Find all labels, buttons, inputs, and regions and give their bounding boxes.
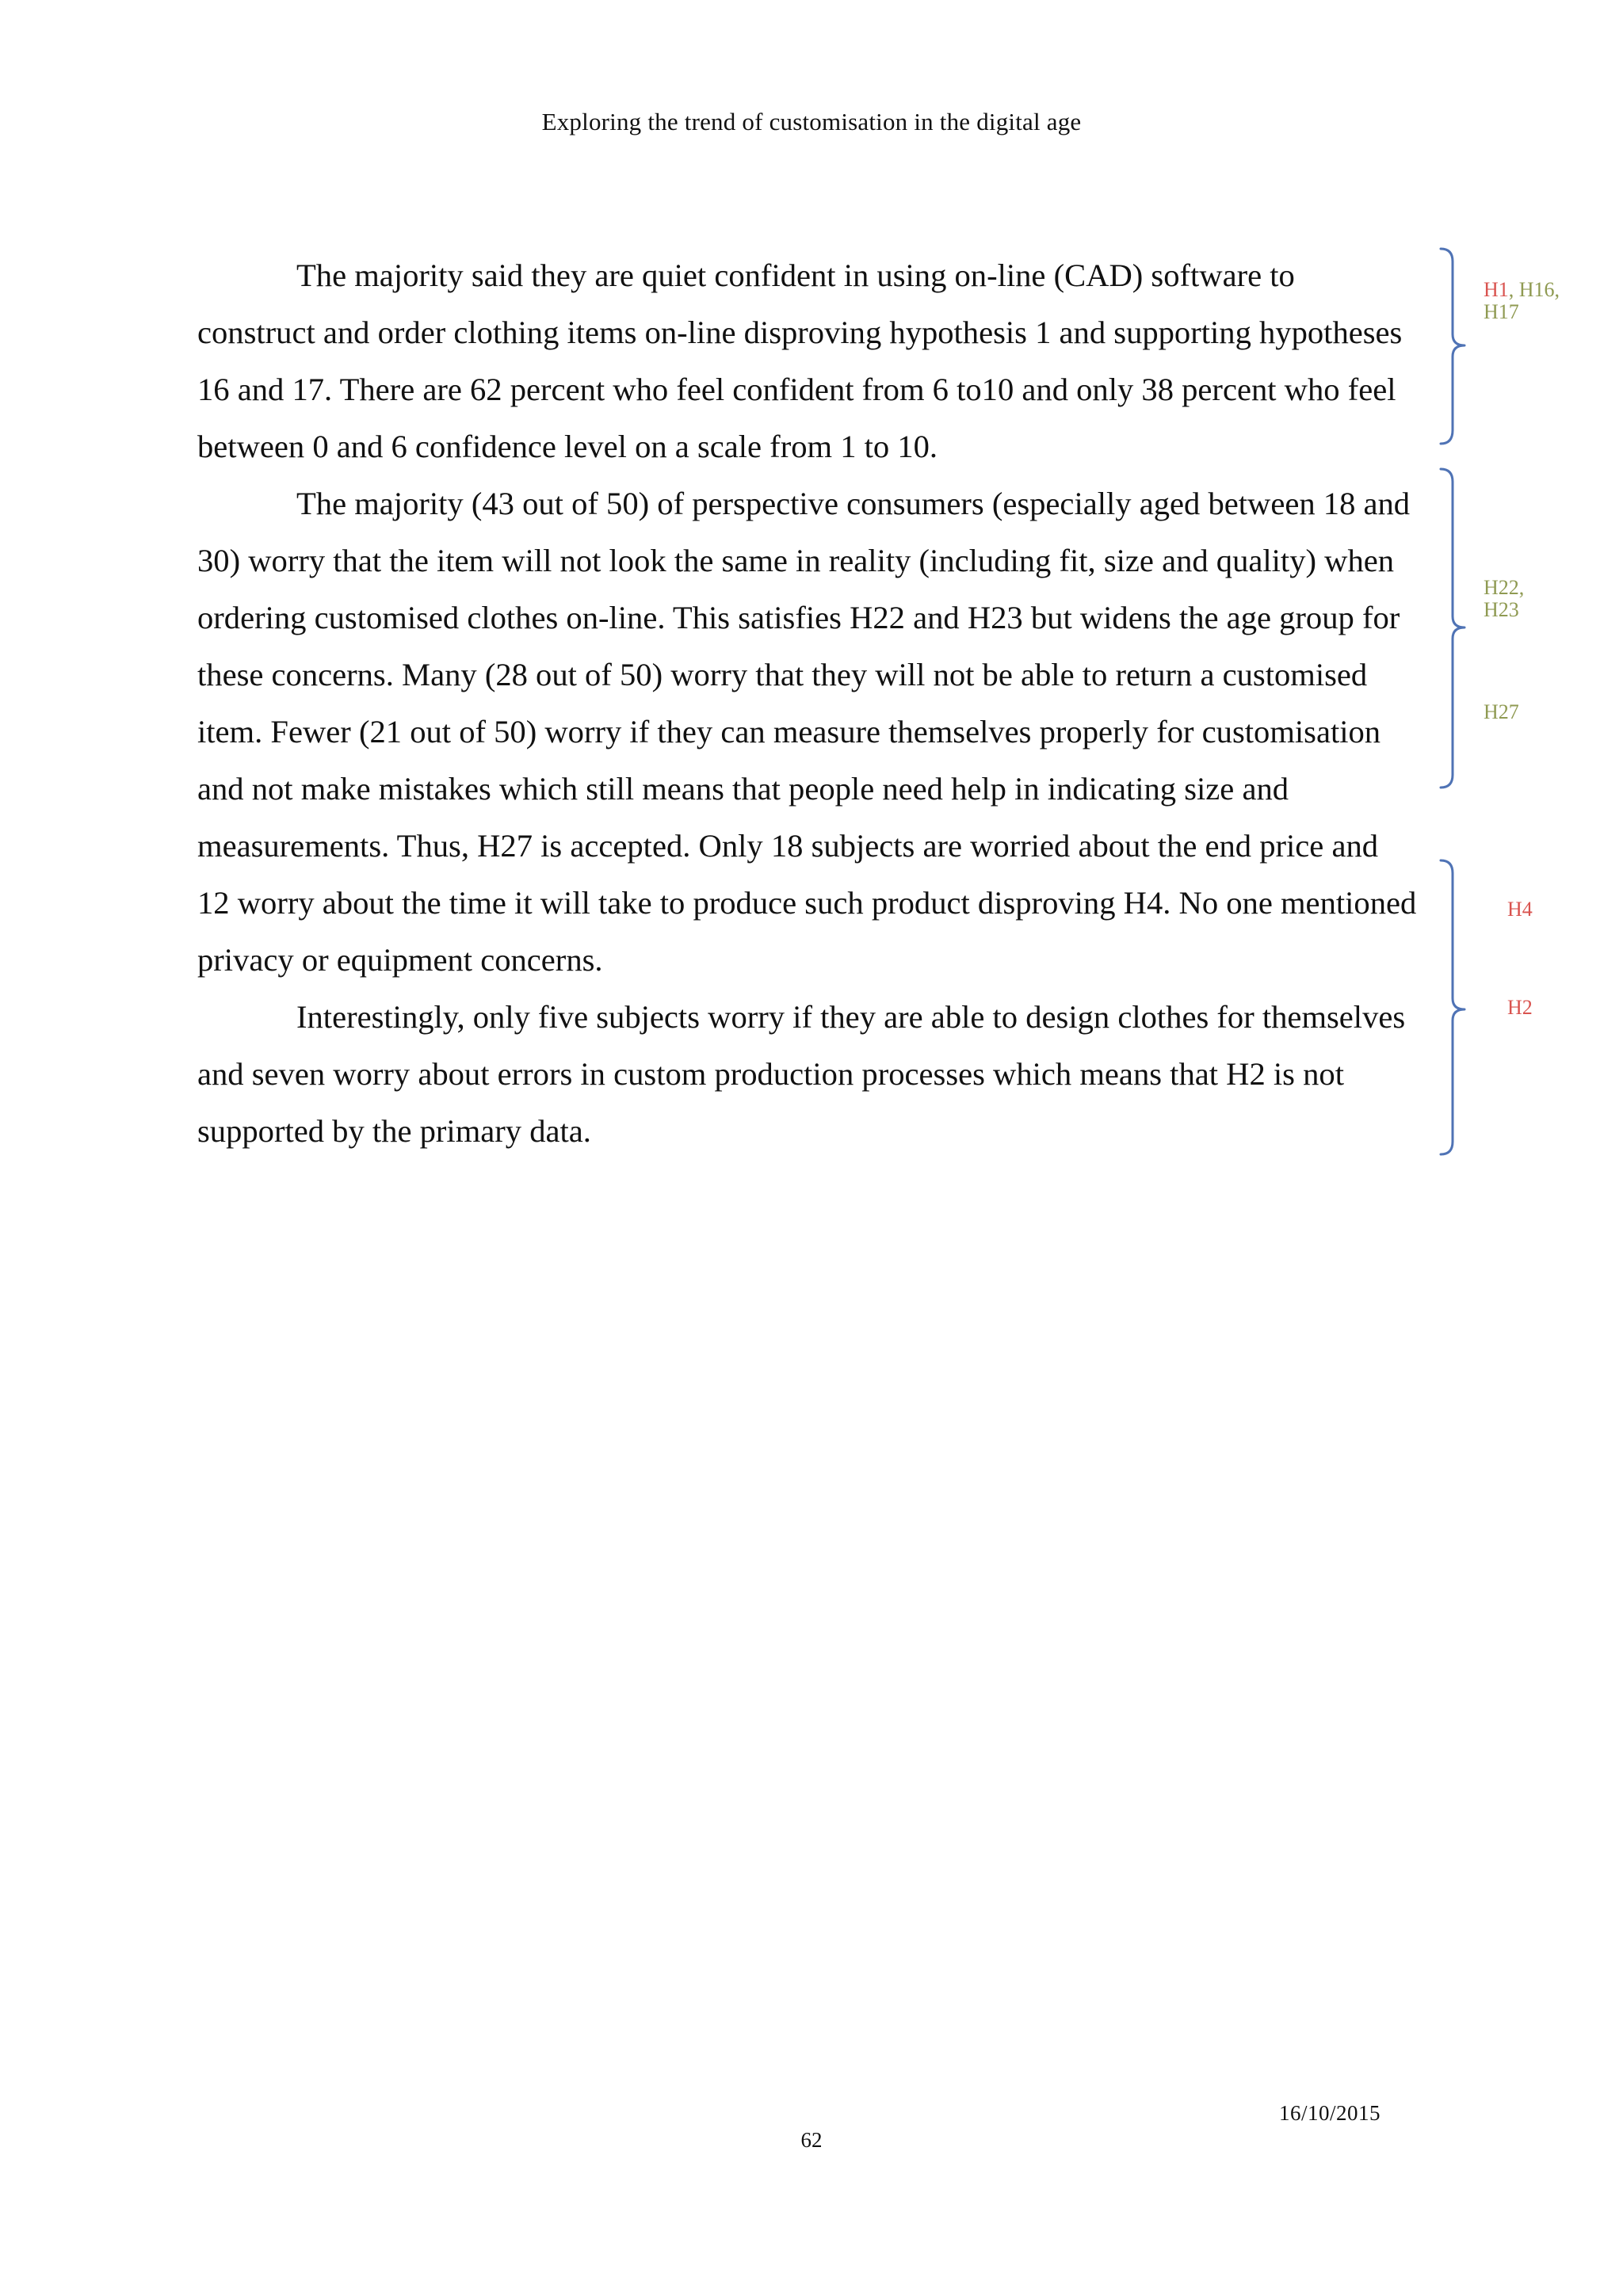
note-h1: H1 [1484,278,1509,301]
paragraph-1: The majority said they are quiet confident in using on-line (CAD) software to construct and order clothing items on-line disproving hypothesis 1 and supporting hypotheses 16 and 17. There are 62 percent who feel confident from 6 to10 and only 38 percent who feel between 0 and 6 confidence level on a scale from 1 to 10. [197,257,1403,464]
margin-note-h27 [1484,701,1519,723]
note-h2: H2 [1507,996,1533,1019]
margin-note-h4 [1507,898,1533,921]
margin-note-h22-h23 [1484,577,1524,621]
paragraph-3: Interestingly, only five subjects worry if they are able to design clothes for themselves and seven worry about errors in custom production processes which means that H2 is not supported by the primary data. [197,999,1406,1149]
bracket-1 [1441,249,1465,444]
note-h22: H22, [1484,576,1525,599]
margin-note-h2 [1507,997,1533,1019]
bracket-2 [1441,469,1465,788]
note-h27: H27 [1484,700,1519,723]
footer-date: 16/10/2015 [1279,2101,1381,2125]
note-h17: H17 [1484,300,1519,323]
note-comma: , [1508,278,1514,301]
margin-note-h1-h16-h17 [1484,279,1560,323]
page-number: 62 [800,2128,823,2152]
note-h23: H23 [1484,598,1519,621]
page-header-title: Exploring the trend of customisation in the digital age [541,108,1082,135]
paragraph-2: The majority (43 out of 50) of perspective consumers (especially aged between 18 and 30) worry that the item will not look the same in reality (including fit, size and quality) when ordering customised clothes on-line. This satisfies H22 and H23 but widens the age group for these concerns. Many (28 out of 50) worry that they will not be able to return a customised item. Fewer (21 out of 50) worry if they can measure themselves properly for customisation and not make mistakes which still means that people need help in indicating size and measurements. Thus, H27 is accepted. Only 18 subjects are worried about the end price and 12 worry about the time it will take to produce such product disproving H4. No one mentioned privacy or equipment concerns. [197,486,1417,978]
bracket-3 [1441,860,1465,1154]
body-text [197,247,1418,1160]
note-h16: H16, [1518,278,1560,301]
note-h4: H4 [1507,898,1533,921]
